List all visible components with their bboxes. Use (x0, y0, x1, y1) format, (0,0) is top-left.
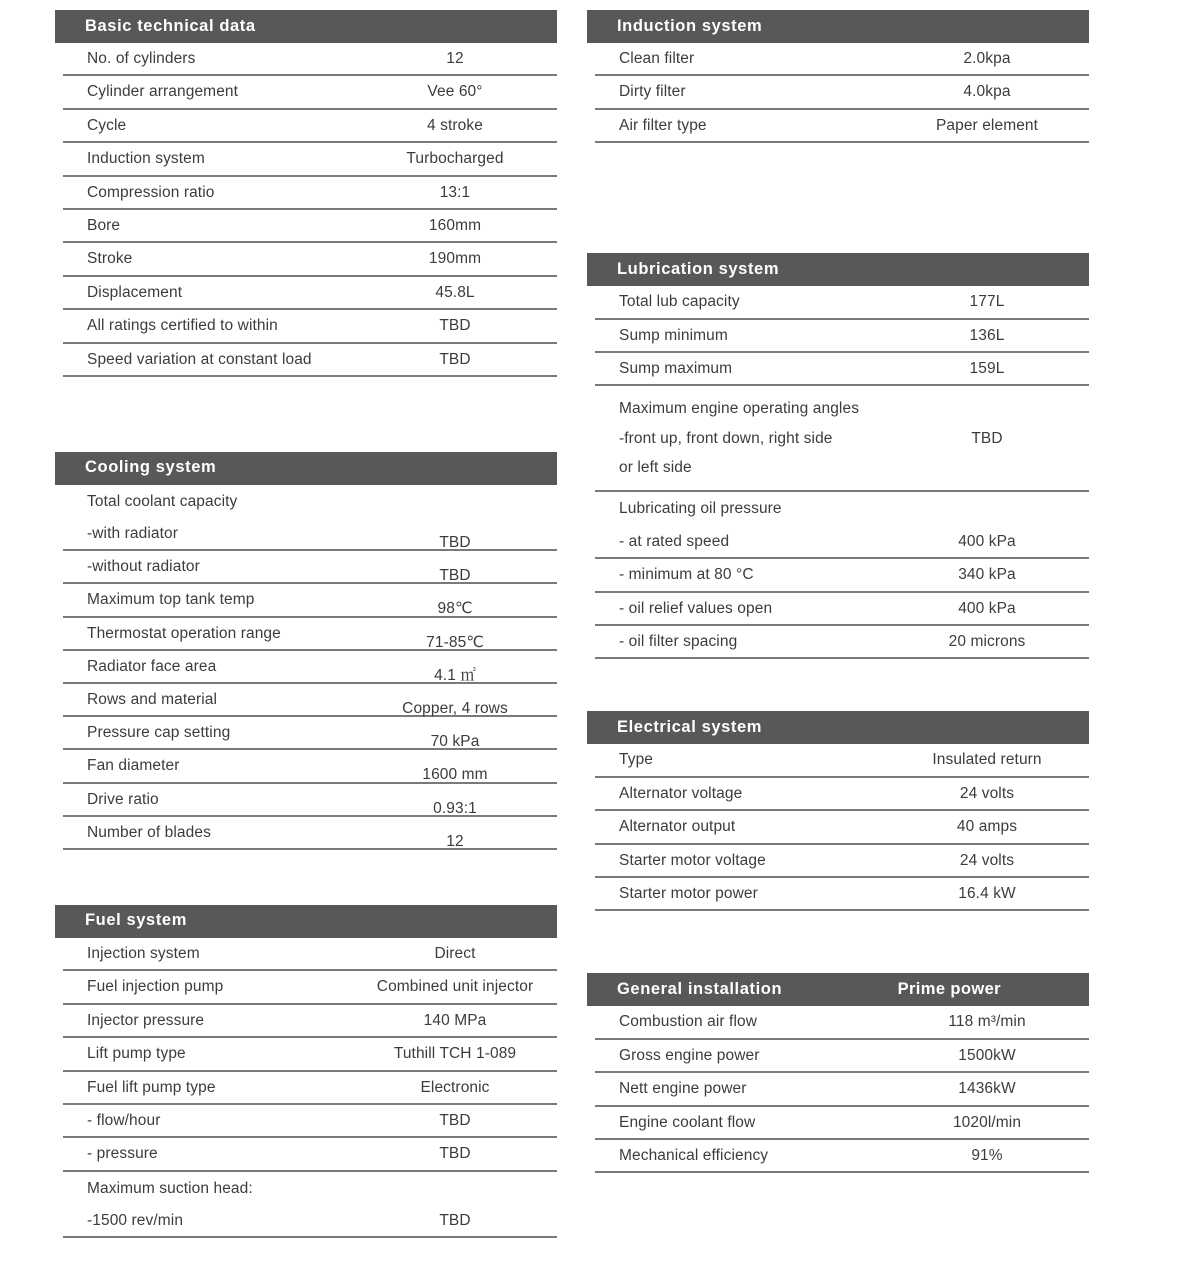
row-label: Displacement (87, 283, 183, 301)
table-row (595, 559, 1089, 592)
table-row (595, 744, 1089, 777)
table-title-lubrication: Lubrication system (617, 259, 780, 278)
table-row (63, 177, 557, 210)
table-basic-technical-data (55, 10, 557, 377)
left-column (55, 0, 557, 1238)
table-row (595, 43, 1089, 76)
table-row (63, 684, 557, 717)
row-label: Speed variation at constant load (87, 350, 312, 368)
row-label: Compression ratio (87, 183, 215, 201)
table-header-fuel (55, 905, 557, 938)
row-value: 136L (969, 326, 1005, 344)
row-label: - at rated speed (619, 532, 730, 550)
row-label: -1500 rev/min (87, 1212, 184, 1230)
row-value: 4.0kpa (963, 83, 1011, 101)
row-value: Combined unit injector (376, 978, 534, 996)
row-label: Alternator output (619, 818, 736, 836)
row-value: TBD (439, 534, 471, 551)
table-row (63, 344, 557, 377)
row-value: 20 microns (948, 633, 1026, 651)
table-header-electrical (587, 711, 1089, 744)
row-value: Direct (434, 944, 476, 962)
table-header-induction (587, 10, 1089, 43)
table-row (63, 310, 557, 343)
row-label: Injector pressure (87, 1011, 205, 1029)
table-title-basic: Basic technical data (85, 16, 256, 35)
table-fuel-system (55, 905, 557, 1239)
table-row (595, 286, 1089, 319)
row-value: 159L (969, 359, 1005, 377)
row-label: Radiator face area (87, 657, 217, 675)
table-row (63, 1005, 557, 1038)
row-value: 12 (446, 832, 464, 850)
row-label (595, 386, 891, 490)
rows-cooling (55, 485, 557, 850)
table-row (595, 526, 1089, 559)
row-value: Tuthill TCH 1-089 (393, 1045, 517, 1063)
row-label: - pressure (87, 1145, 158, 1163)
table-row (63, 618, 557, 651)
row-value: TBD (439, 567, 471, 585)
table-row (595, 1040, 1089, 1073)
table-row (595, 811, 1089, 844)
row-label-line: Maximum engine operating angles (619, 400, 860, 418)
table-row (595, 1073, 1089, 1106)
table-title-electrical: Electrical system (617, 717, 763, 736)
table-header-lubrication (587, 253, 1089, 286)
table-row (63, 1172, 557, 1205)
row-value: 98℃ (437, 600, 473, 618)
table-subtitle-prime-power: Prime power (897, 979, 1001, 998)
row-label-line: -front up, front down, right side (619, 429, 833, 447)
row-label: Stroke (87, 250, 133, 268)
row-value: 13:1 (439, 183, 471, 201)
row-label: Cylinder arrangement (87, 83, 239, 101)
table-row (63, 817, 557, 850)
row-value: 24 volts (959, 784, 1015, 802)
row-label: Type (619, 751, 654, 769)
row-label: Fuel injection pump (87, 978, 224, 996)
row-value: 118 m³/min (948, 1013, 1026, 1031)
table-row (595, 110, 1089, 143)
table-row (63, 210, 557, 243)
table-general-installation (587, 973, 1089, 1173)
row-label-line: or left side (619, 459, 692, 477)
table-row (63, 76, 557, 109)
rows-electrical (587, 744, 1089, 911)
row-value: 140 MPa (423, 1011, 487, 1029)
table-row (63, 1138, 557, 1171)
row-value: 1020l/min (952, 1113, 1022, 1131)
row-value: Insulated return (932, 751, 1042, 769)
table-row (595, 76, 1089, 109)
row-label: Number of blades (87, 823, 211, 841)
row-value: 1600 mm (422, 766, 488, 784)
table-header-basic (55, 10, 557, 43)
table-row (595, 878, 1089, 911)
row-value: 340 kPa (958, 566, 1016, 584)
row-label: Rows and material (87, 690, 218, 708)
row-label: Injection system (87, 944, 200, 962)
row-value: 4 stroke (427, 116, 483, 134)
table-row (63, 143, 557, 176)
row-label: Bore (87, 216, 121, 234)
row-value: TBD (439, 1111, 471, 1129)
row-value: 177L (969, 293, 1005, 311)
table-row (63, 584, 557, 617)
row-value: 24 volts (959, 851, 1015, 869)
rows-fuel (55, 938, 557, 1239)
table-row-multiline (595, 386, 1089, 492)
row-label: Induction system (87, 150, 205, 168)
table-induction-system (587, 10, 1089, 143)
row-label: Alternator voltage (619, 784, 743, 802)
table-row (63, 277, 557, 310)
table-row (595, 1107, 1089, 1140)
table-row (595, 492, 1089, 525)
row-label: All ratings certified to within (87, 317, 278, 335)
row-value: Vee 60° (427, 83, 483, 101)
row-label: Pressure cap setting (87, 724, 231, 742)
table-row (63, 518, 557, 551)
table-cooling-system (55, 452, 557, 850)
table-row (63, 243, 557, 276)
table-row (63, 784, 557, 817)
row-value: 16.4 kW (958, 884, 1016, 902)
rows-induction (587, 43, 1089, 143)
row-label: Fuel lift pump type (87, 1078, 216, 1096)
row-label: - minimum at 80 °C (619, 566, 754, 584)
row-label: Mechanical efficiency (619, 1146, 769, 1164)
row-value: 0.93:1 (433, 799, 477, 817)
table-title-fuel: Fuel system (85, 911, 187, 930)
row-label: Combustion air flow (619, 1013, 758, 1031)
row-label: Engine coolant flow (619, 1113, 756, 1131)
row-label: Air filter type (619, 116, 707, 134)
row-label: Thermostat operation range (87, 624, 281, 642)
table-row (595, 845, 1089, 878)
row-label: -without radiator (87, 558, 200, 576)
table-lubrication-system (587, 253, 1089, 659)
row-label: Lift pump type (87, 1045, 186, 1063)
row-value: Paper element (935, 116, 1039, 134)
table-row (63, 110, 557, 143)
table-header-general (587, 973, 1089, 1006)
row-label: -with radiator (87, 525, 178, 542)
row-value: Turbocharged (406, 150, 504, 168)
row-label: Fan diameter (87, 757, 180, 775)
row-value: 4.1 ㎡ (434, 666, 476, 684)
table-row (595, 1006, 1089, 1039)
row-label: Starter motor power (619, 884, 758, 902)
rows-lubrication (587, 286, 1089, 659)
table-row (595, 593, 1089, 626)
row-label: Dirty filter (619, 83, 686, 101)
row-label: Sump maximum (619, 359, 733, 377)
row-value: 1500kW (958, 1046, 1016, 1064)
row-value: 190mm (428, 250, 482, 268)
row-value: 91% (971, 1146, 1003, 1164)
row-label: Gross engine power (619, 1046, 760, 1064)
table-row (595, 626, 1089, 659)
row-value: 160mm (428, 216, 482, 234)
row-label: Lubricating oil pressure (619, 500, 782, 518)
row-label: Total coolant capacity (87, 492, 238, 510)
table-row (595, 1140, 1089, 1173)
table-row (63, 1205, 557, 1238)
row-value: 45.8L (435, 283, 475, 301)
table-electrical-system (587, 711, 1089, 911)
table-row (63, 551, 557, 584)
right-column (587, 0, 1089, 1173)
row-label: Sump minimum (619, 326, 728, 344)
table-title-induction: Induction system (617, 16, 763, 35)
table-title-cooling: Cooling system (85, 458, 217, 477)
table-row (63, 750, 557, 783)
row-label: - oil filter spacing (619, 633, 738, 651)
table-row (595, 778, 1089, 811)
row-label: Total lub capacity (619, 293, 740, 311)
row-value: TBD (971, 429, 1003, 447)
row-value: 70 kPa (430, 733, 480, 751)
table-row (63, 938, 557, 971)
table-row (595, 320, 1089, 353)
row-value: 1436kW (958, 1080, 1016, 1098)
row-value: 71-85℃ (426, 633, 484, 651)
row-label: Maximum suction head: (87, 1179, 253, 1197)
row-value: 12 (446, 50, 464, 67)
table-row (63, 971, 557, 1004)
rows-basic (55, 43, 557, 377)
table-row (63, 485, 557, 518)
table-row (63, 1105, 557, 1138)
row-value: Copper, 4 rows (402, 699, 508, 717)
table-row (595, 353, 1089, 386)
row-value: 40 amps (956, 818, 1018, 836)
row-value: TBD (439, 317, 471, 335)
table-row (63, 43, 557, 76)
row-label: - flow/hour (87, 1111, 161, 1129)
row-value: TBD (439, 1145, 471, 1163)
row-label: - oil relief values open (619, 599, 773, 617)
row-label: Starter motor voltage (619, 851, 766, 869)
row-label: Cycle (87, 116, 127, 134)
table-title-general: General installation (617, 979, 783, 998)
row-value: Electronic (420, 1078, 490, 1096)
table-header-cooling (55, 452, 557, 485)
row-value: TBD (439, 350, 471, 368)
row-label: No. of cylinders (87, 50, 196, 67)
row-value: 400 kPa (958, 532, 1016, 550)
row-label: Drive ratio (87, 790, 159, 808)
table-row (63, 1038, 557, 1071)
row-label: Nett engine power (619, 1080, 747, 1098)
table-row (63, 651, 557, 684)
row-value: 2.0kpa (963, 50, 1011, 67)
row-value: TBD (439, 1212, 471, 1230)
table-row (63, 1072, 557, 1105)
row-value: 400 kPa (958, 599, 1016, 617)
table-row (63, 717, 557, 750)
rows-general (587, 1006, 1089, 1173)
row-label: Maximum top tank temp (87, 591, 255, 609)
row-label: Clean filter (619, 50, 695, 67)
